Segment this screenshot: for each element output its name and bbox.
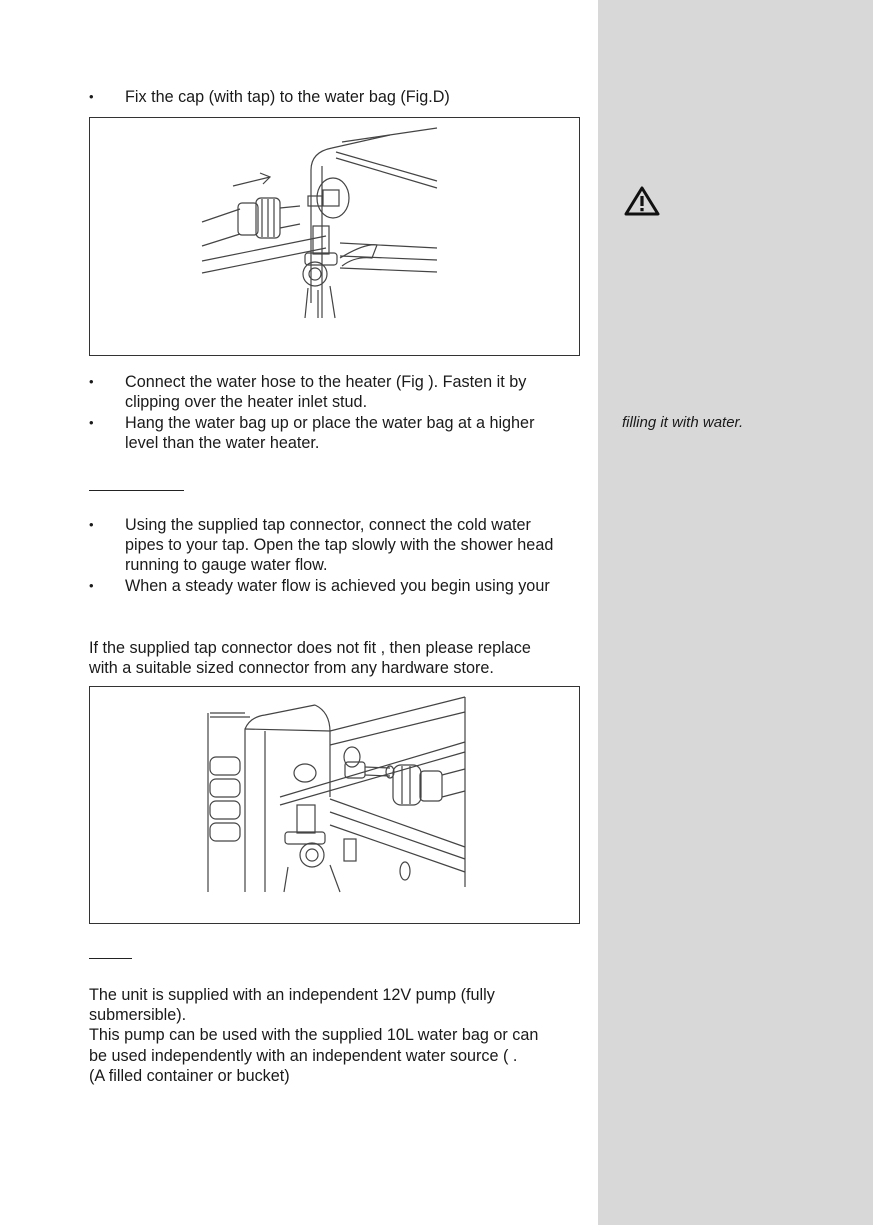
figure-d (89, 117, 580, 356)
heading-underline (89, 490, 184, 491)
sidebar-panel (598, 0, 873, 1225)
bullet: • (89, 578, 94, 593)
sidebar-note: filling it with water. (622, 414, 744, 431)
hang-bag-line1: Hang the water bag up or place the water bag at a higher (125, 414, 535, 432)
fix-cap-instruction: Fix the cap (with tap) to the water bag (Fig.D) (125, 88, 450, 106)
figure-d-illustration (90, 118, 579, 355)
connect-hose-line2: clipping over the heater inlet stud. (125, 393, 368, 411)
tap-connector-line2: pipes to your tap. Open the tap slowly with the shower head (125, 536, 554, 554)
figure-tap-connection-illustration (90, 687, 579, 923)
pump-line2: submersible). (89, 1006, 187, 1024)
bullet: • (89, 374, 94, 389)
tap-note-line2: with a suitable sized connector from any hardware store. (89, 659, 494, 677)
bullet: • (89, 89, 94, 104)
pump-line3: This pump can be used with the supplied 10L water bag or can (89, 1026, 539, 1044)
pump-line1: The unit is supplied with an independent 12V pump (fully (89, 986, 495, 1004)
pump-line5: (A filled container or bucket) (89, 1067, 290, 1085)
hang-bag-line2: level than the water heater. (125, 434, 320, 452)
heading-underline (89, 958, 132, 959)
steady-flow-line1: When a steady water flow is achieved you begin using your (125, 577, 550, 595)
tap-note-line1: If the supplied tap connector does not fit , then please replace (89, 639, 531, 657)
bullet: • (89, 517, 94, 532)
tap-connector-line3: running to gauge water flow. (125, 556, 328, 574)
pump-line4: be used independently with an independent water source ( . (89, 1047, 518, 1065)
warning-triangle-icon (624, 186, 660, 216)
bullet: • (89, 415, 94, 430)
connect-hose-line1: Connect the water hose to the heater (Fig ). Fasten it by (125, 373, 527, 391)
tap-connector-line1: Using the supplied tap connector, connect the cold water (125, 516, 531, 534)
figure-tap-connection (89, 686, 580, 924)
